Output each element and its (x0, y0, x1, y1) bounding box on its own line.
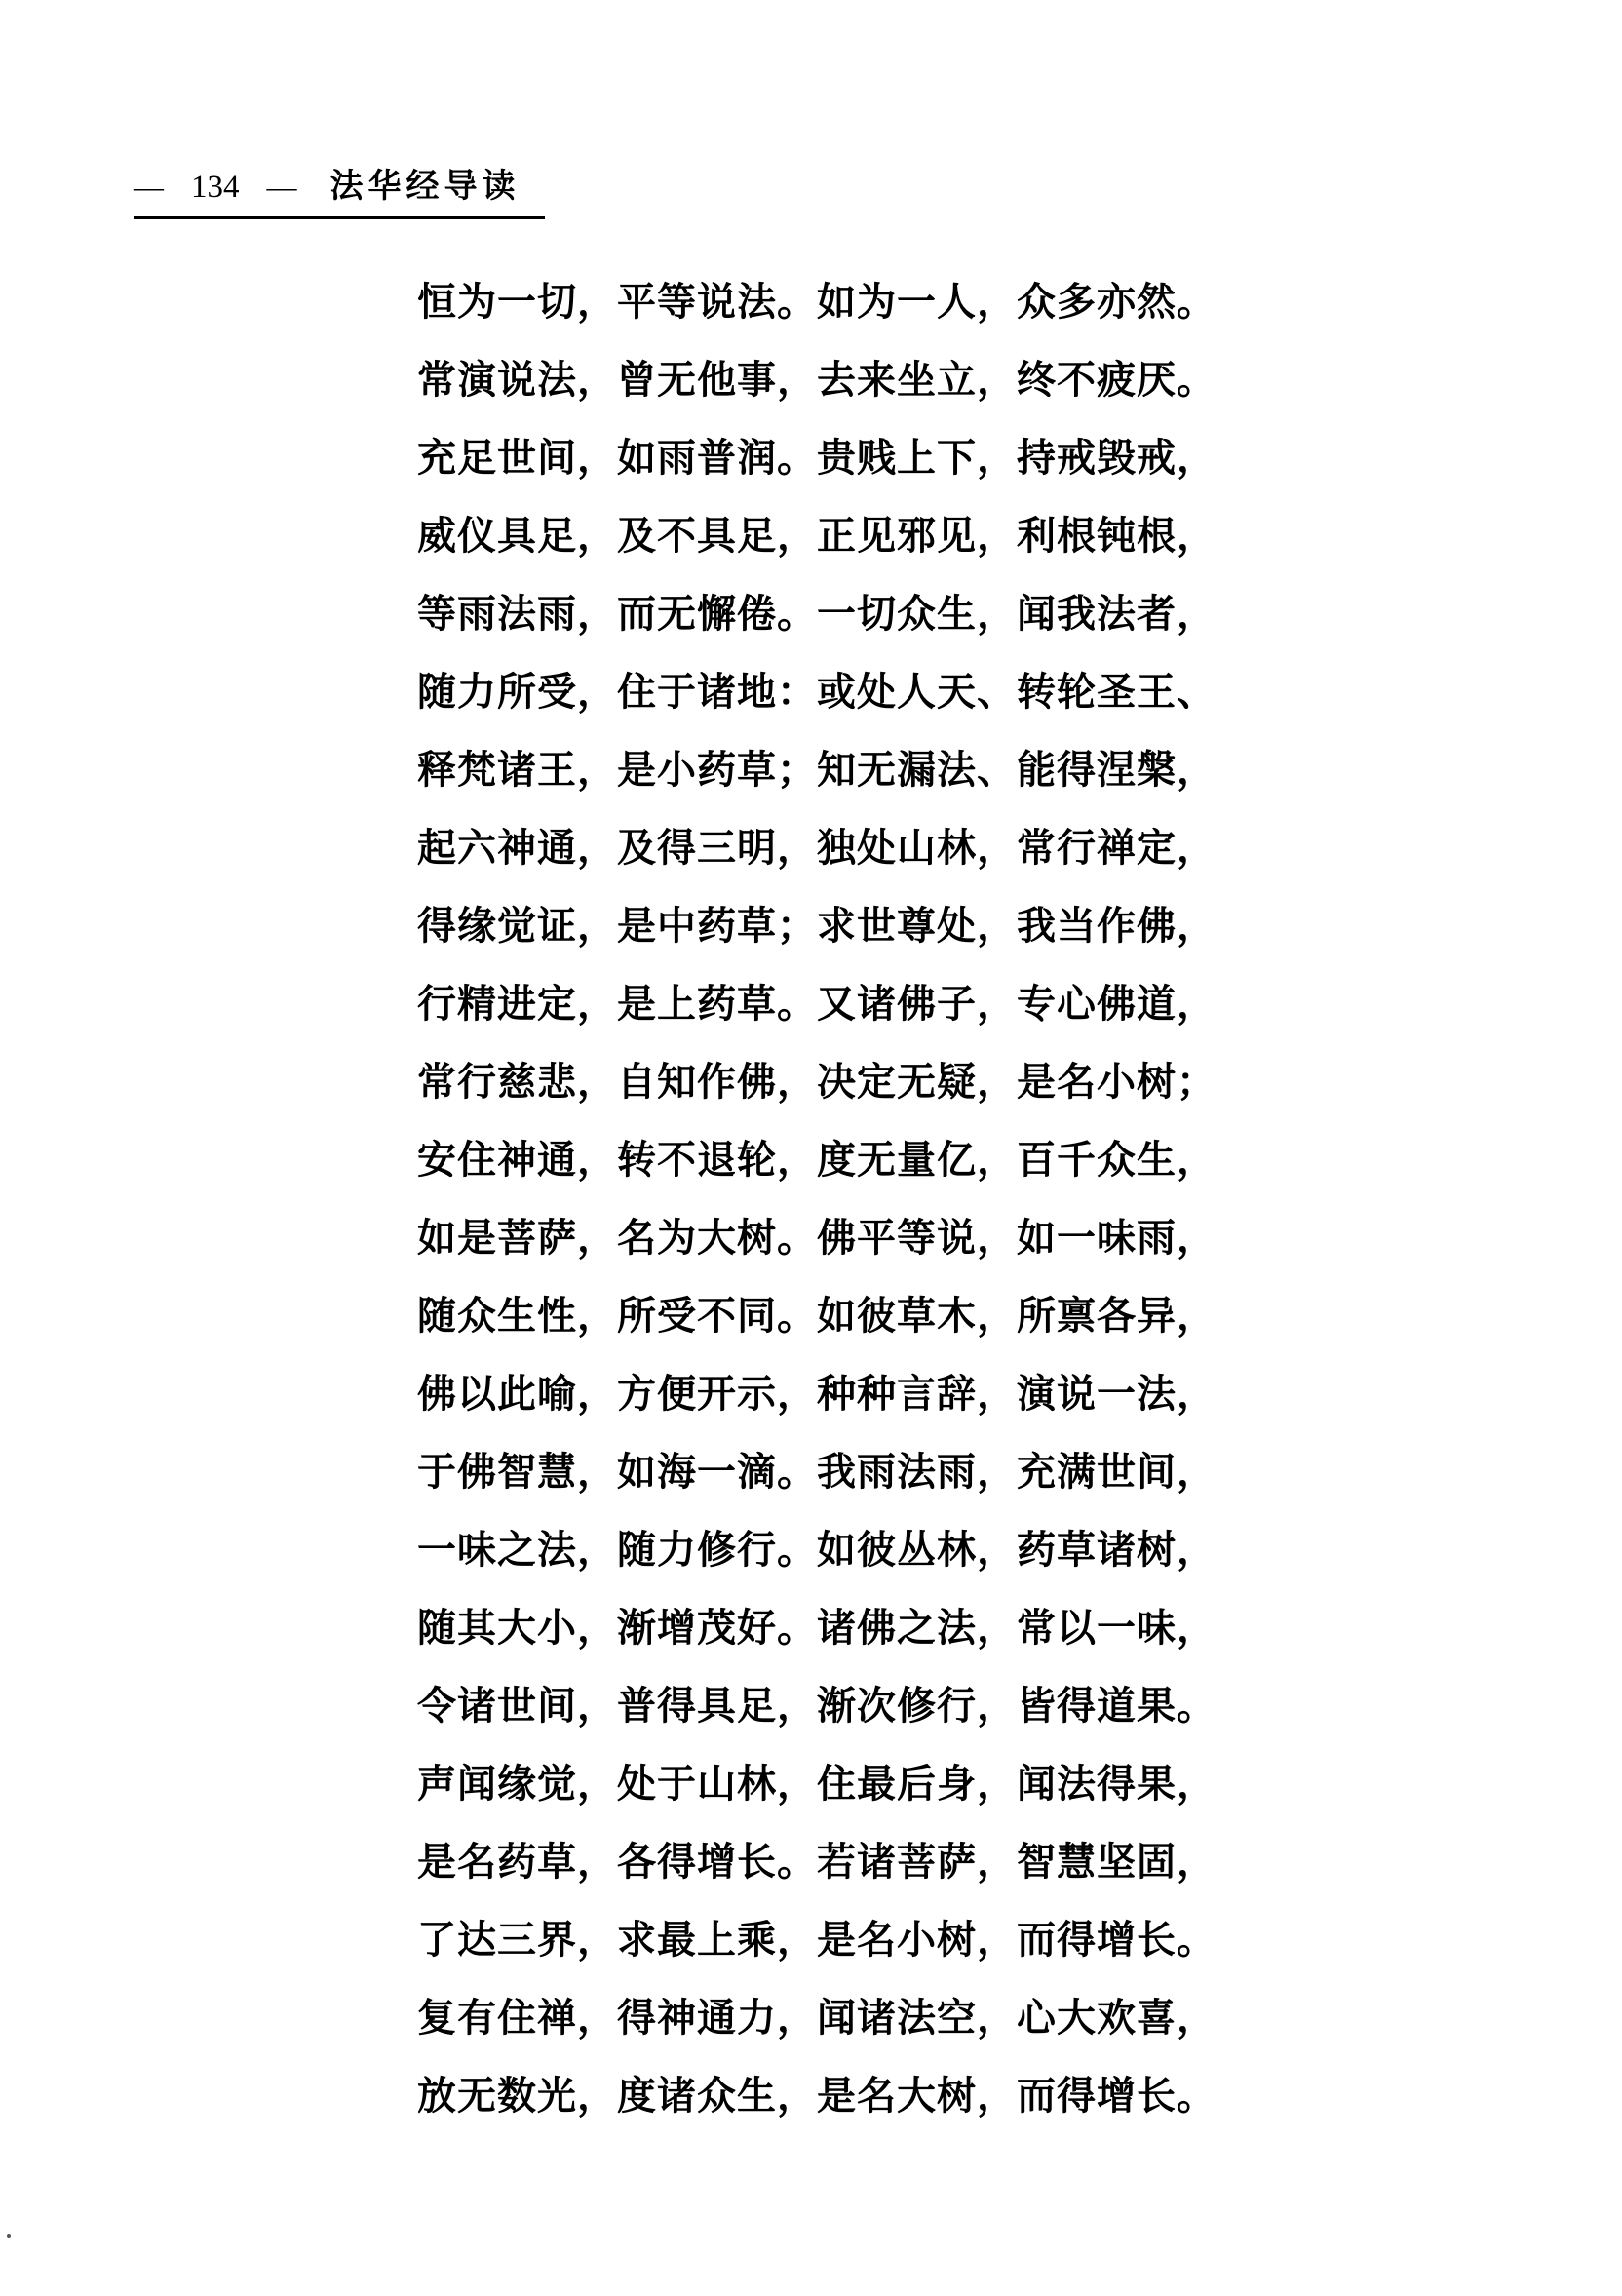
verse-line: 起六神通，及得三明，独处山林，常行禅定， (417, 827, 1216, 870)
verse-line: 威仪具足，及不具足，正见邪见，利根钝根， (417, 515, 1216, 558)
header-left-dash: — (134, 170, 164, 204)
verse-line: 得缘觉证，是中药草；求世尊处，我当作佛， (417, 905, 1216, 948)
verse-line: 如是菩萨，名为大树。佛平等说，如一味雨， (417, 1217, 1216, 1260)
verse-line: 佛以此喻，方便开示，种种言辞，演说一法， (417, 1373, 1216, 1416)
verse-line: 充足世间，如雨普润。贵贱上下，持戒毁戒， (417, 437, 1216, 480)
verse-line: 随其大小，渐增茂好。诸佛之法，常以一味， (417, 1607, 1216, 1650)
verse-line: 随众生性，所受不同。如彼草木，所禀各异， (417, 1295, 1216, 1338)
verse-line: 常行慈悲，自知作佛，决定无疑，是名小树； (417, 1061, 1216, 1104)
verse-line: 安住神通，转不退轮，度无量亿，百千众生， (417, 1139, 1216, 1182)
scan-artifact-dot (7, 2234, 11, 2238)
verse-line: 是名药草，各得增长。若诸菩萨，智慧坚固， (417, 1841, 1216, 1884)
verse-line: 一味之法，随力修行。如彼丛林，药草诸树， (417, 1529, 1216, 1572)
verse-line: 等雨法雨，而无懈倦。一切众生，闻我法者， (417, 593, 1216, 636)
running-header (134, 159, 545, 219)
verse-line: 释梵诸王，是小药草；知无漏法、能得涅槃， (417, 749, 1216, 792)
verse-line: 于佛智慧，如海一滴。我雨法雨，充满世间， (417, 1451, 1216, 1494)
verse-line: 行精进定，是上药草。又诸佛子，专心佛道， (417, 983, 1216, 1026)
verse-line: 恒为一切，平等说法。如为一人，众多亦然。 (417, 281, 1216, 324)
verse-line: 放无数光，度诸众生，是名大树，而得增长。 (417, 2075, 1216, 2118)
verse-text-block (417, 263, 1216, 2135)
verse-line: 声闻缘觉，处于山林，住最后身，闻法得果， (417, 1763, 1216, 1806)
verse-line: 常演说法，曾无他事，去来坐立，终不疲厌。 (417, 359, 1216, 402)
verse-line: 随力所受，住于诸地：或处人天、转轮圣王、 (417, 671, 1216, 714)
verse-line: 复有住禅，得神通力，闻诸法空，心大欢喜， (417, 1997, 1216, 2040)
book-title: 法华经导读 (329, 169, 521, 205)
verse-line: 令诸世间，普得具足，渐次修行，皆得道果。 (417, 1685, 1216, 1728)
verse-line: 了达三界，求最上乘，是名小树，而得增长。 (417, 1919, 1216, 1962)
header-right-dash: — (266, 170, 297, 204)
page-number: 134 (191, 170, 240, 205)
